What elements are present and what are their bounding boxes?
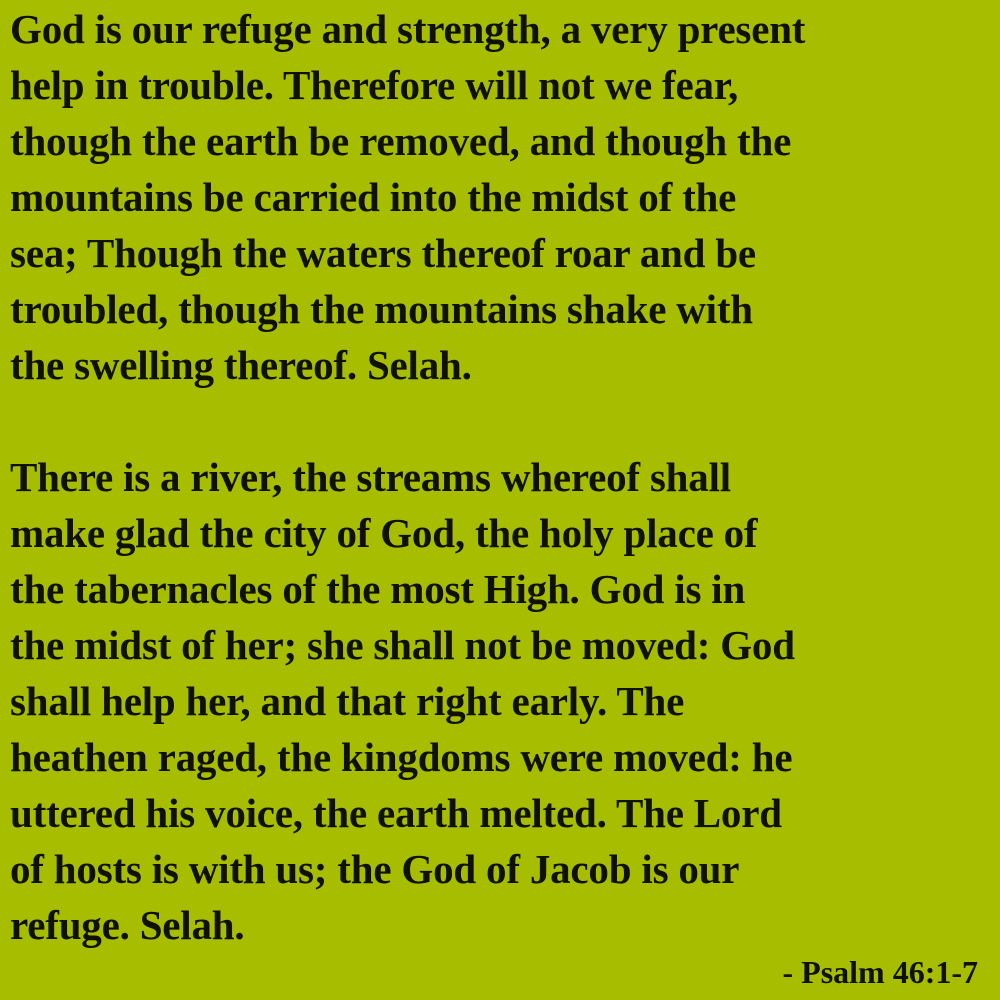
verse-citation: - Psalm 46:1-7 <box>782 954 978 990</box>
verse-line: God is our refuge and strength, a very present <box>10 6 806 52</box>
verse-paragraph-2 <box>10 449 995 953</box>
verse-line: troubled, though the mountains shake with <box>10 286 753 332</box>
verse-line: There is a river, the streams whereof shall <box>10 454 731 500</box>
verse-line: help in trouble. Therefore will not we fear, <box>10 62 739 108</box>
verse-line: though the earth be removed, and though the <box>10 118 792 164</box>
verse-line: refuge. Selah. <box>10 902 245 948</box>
verse-line: shall help her, and that right early. The <box>10 678 685 724</box>
verse-line: mountains be carried into the midst of the <box>10 174 737 220</box>
verse-line: heathen raged, the kingdoms were moved: he <box>10 734 793 780</box>
verse-line: the tabernacles of the most High. God is in <box>10 566 746 612</box>
verse-line: the swelling thereof. Selah. <box>10 342 472 388</box>
verse-line: make glad the city of God, the holy place of <box>10 510 758 556</box>
verse-line: sea; Though the waters thereof roar and be <box>10 230 756 276</box>
verse-line: uttered his voice, the earth melted. The Lord <box>10 790 782 836</box>
verse-line: the midst of her; she shall not be moved: God <box>10 622 795 668</box>
verse-line: of hosts is with us; the God of Jacob is our <box>10 846 740 892</box>
verse-paragraph-1 <box>10 1 995 393</box>
